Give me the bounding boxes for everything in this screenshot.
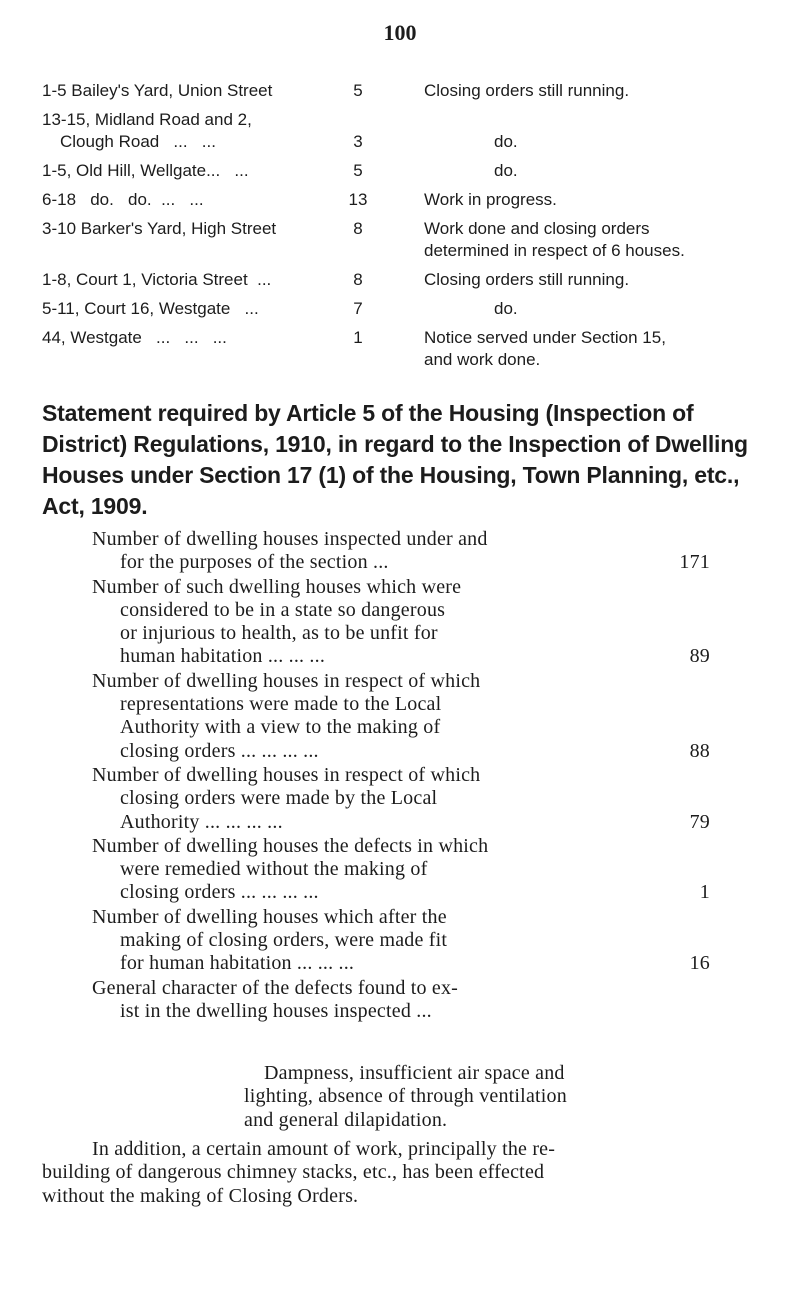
house-count: 5 [353,161,363,180]
status-line: do. [494,299,518,318]
statement-line: Authority with a view to the making of [120,716,441,739]
property-status [384,327,762,371]
house-count: 1 [353,328,363,347]
property-address [42,160,332,182]
status-line: do. [494,161,518,180]
statement-text [92,670,600,763]
statement-line: Number of dwelling houses inspected under and [92,528,488,550]
addition-line: In addition, a certain amount of work, principally the re- [92,1138,556,1160]
statement-line: considered to be in a state so dangerous [120,598,446,621]
statement-line: for the purposes of the section ... [120,551,389,574]
address-line: 5-11, Court 16, Westgate ... [42,299,259,318]
statement-value: 1 [699,881,710,904]
statement-item [92,528,712,575]
addition-line: without the making of Closing Orders. [42,1184,359,1207]
statement-text [92,906,600,976]
statement-text [92,977,600,1024]
heading-line: District) Regulations, 1910, in regard to the Inspection of Dwelling [42,431,748,457]
address-line: 44, Westgate ... ... ... [42,328,227,347]
property-address [42,298,332,320]
address-line: Clough Road ... ... [60,132,216,151]
heading-line: Statement required by Article 5 of the Housing (Inspection of [42,400,694,426]
statement-value: 89 [689,645,710,668]
house-count: 8 [353,270,363,289]
property-status [384,160,762,182]
heading-line: Act, 1909. [42,493,148,519]
address-line: 13-15, Midland Road and 2, [42,110,252,129]
defects-line: lighting, absence of through ventilation [244,1085,567,1108]
status-line: Work in progress. [424,190,557,209]
statement-line: Number of dwelling houses in respect of which [92,763,481,786]
statement-value: 79 [689,810,710,833]
house-count: 7 [353,299,363,318]
statement-line: ist in the dwelling houses inspected ... [120,999,432,1022]
property-status [384,80,762,102]
statement-line: Number of dwelling houses the defects in which [92,834,489,857]
property-status [384,269,762,291]
address-line: 1-5, Old Hill, Wellgate... ... [42,161,249,180]
statement-list [92,528,712,1024]
table-row [42,80,762,102]
property-table [42,80,762,378]
statement-item [92,576,712,669]
address-line: 6-18 do. do. ... ... [42,190,204,209]
house-count: 8 [353,219,363,238]
statement-value: 171 [679,551,710,574]
statement-text [92,764,600,834]
statement-line: Number of such dwelling houses which were [92,575,462,598]
table-row [42,298,762,320]
statement-line: closing orders were made by the Local [120,787,438,810]
table-row [42,109,762,153]
status-line: Closing orders still running. [424,270,630,289]
house-count: 13 [348,190,368,209]
table-row [42,218,762,262]
statement-line: were remedied without the making of [120,858,428,881]
status-line: Closing orders still running. [424,81,630,100]
statement-item [92,835,712,905]
property-address [42,189,332,211]
table-row [42,189,762,211]
addition-paragraph [42,1138,714,1208]
property-address [42,327,332,371]
statement-value: 16 [689,952,710,975]
statement-line: human habitation ... ... ... [120,645,326,668]
house-count: 5 [353,81,363,100]
address-line: 3-10 Barker's Yard, High Street [42,219,277,238]
house-count: 3 [353,132,363,151]
statement-text [92,835,600,905]
address-line: 1-5 Bailey's Yard, Union Street [42,81,273,100]
addition-line: building of dangerous chimney stacks, etc., has been effected [42,1161,545,1184]
statement-line: Number of dwelling houses which after the [92,905,447,928]
page-number: 100 [383,20,417,45]
statement-text [92,576,600,669]
property-status [384,218,762,262]
heading-line: Houses under Section 17 (1) of the Housing, Town Planning, etc., [42,462,740,488]
table-row [42,327,762,371]
statement-line: making of closing orders, were made fit [120,929,448,952]
statement-line: representations were made to the Local [120,693,442,716]
property-status [384,189,762,211]
statement-item [92,906,712,976]
statement-line: closing orders ... ... ... ... [120,739,319,762]
table-row [42,269,762,291]
statement-text [92,528,600,575]
defects-line: Dampness, insufficient air space and [264,1062,565,1084]
statement-line: Authority ... ... ... ... [120,810,283,833]
statement-item [92,764,712,834]
statement-line: Number of dwelling houses in respect of which [92,669,481,692]
defects-answer [244,1062,714,1132]
status-line: and work done. [424,350,541,369]
status-line: do. [494,132,518,151]
table-row [42,160,762,182]
property-status [384,298,762,320]
statement-item [92,670,712,763]
statement-value: 88 [689,739,710,762]
defects-line: and general dilapidation. [244,1108,448,1131]
status-line: determined in respect of 6 houses. [424,241,685,260]
address-line: 1-8, Court 1, Victoria Street ... [42,270,272,289]
statement-heading [42,398,760,522]
statement-line: closing orders ... ... ... ... [120,881,319,904]
property-status [384,131,762,153]
statement-item [92,977,712,1024]
property-address [42,109,332,153]
statement-line: General character of the defects found to ex- [92,976,459,999]
property-address [42,218,332,262]
statement-line: or injurious to health, as to be unfit for [120,622,438,645]
property-address [42,80,332,102]
statement-line: for human habitation ... ... ... [120,952,355,975]
status-line: Work done and closing orders [424,219,650,238]
status-line: Notice served under Section 15, [424,328,666,347]
property-address [42,269,332,291]
